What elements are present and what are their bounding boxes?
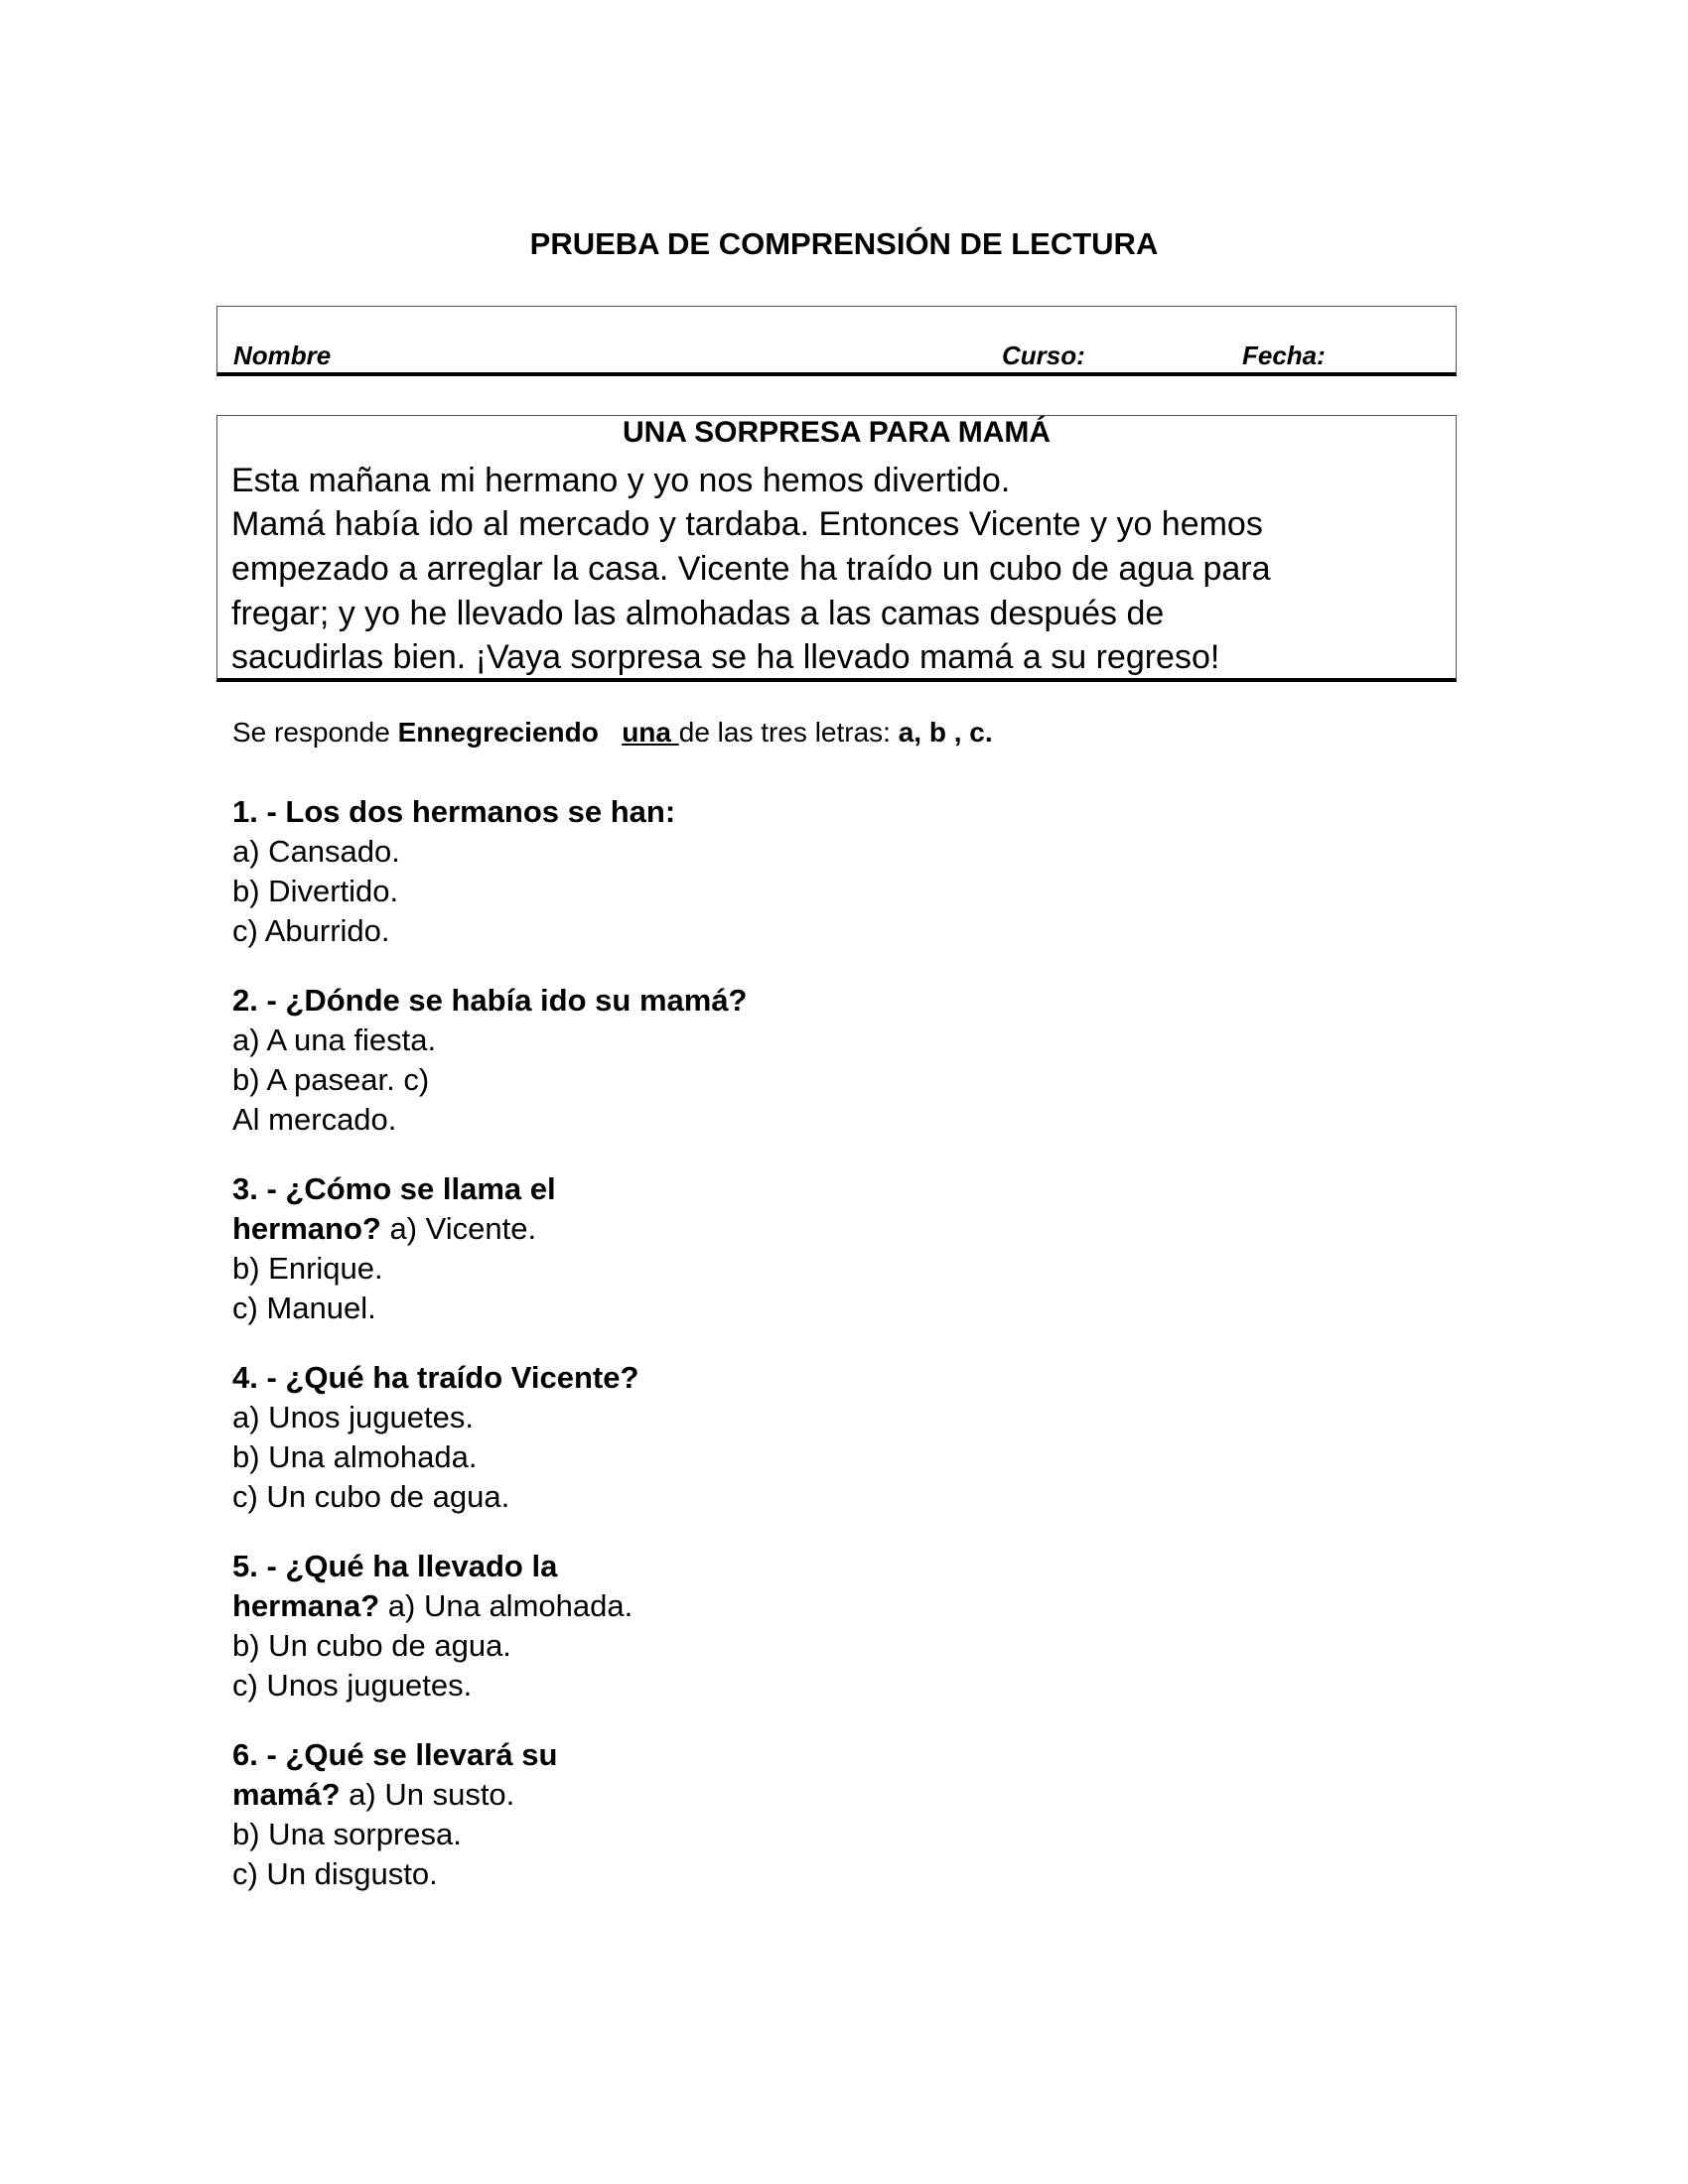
answer-option[interactable] <box>232 872 675 911</box>
option-text: Al mercado. <box>232 1102 397 1137</box>
option-text: c) Manuel. <box>232 1291 376 1325</box>
date-label: Fecha: <box>1242 341 1326 370</box>
answer-option[interactable] <box>232 1289 556 1328</box>
option-text: b) Enrique. <box>232 1251 383 1286</box>
answer-option[interactable] <box>232 1477 638 1517</box>
option-text: a) Una almohada. <box>379 1588 633 1623</box>
story-line: sacudirlas bien. ¡Vaya sorpresa se ha llevado mamá a su regreso! <box>231 638 1220 676</box>
option-text: b) Un cubo de agua. <box>232 1628 511 1663</box>
answer-option[interactable] <box>232 1586 633 1626</box>
option-text: c) Un cubo de agua. <box>232 1479 510 1514</box>
question-bold-text: 1. - Los dos hermanos se han: <box>232 794 676 829</box>
instructions-emphasis: Ennegreciendo <box>397 717 599 748</box>
question-2 <box>232 981 748 1140</box>
name-label: Nombre <box>233 341 332 370</box>
question-bold-text: 6. - ¿Qué se llevará su <box>232 1737 558 1772</box>
option-text: a) Cansado. <box>232 834 400 869</box>
answer-option[interactable] <box>232 1398 638 1437</box>
answer-option[interactable] <box>232 911 675 951</box>
story-line: Mamá había ido al mercado y tardaba. Entonces Vicente y yo hemos <box>231 505 1263 543</box>
question-text <box>232 792 675 832</box>
instructions-text: Se responde <box>232 717 398 748</box>
question-bold-text: 5. - ¿Qué ha llevado la <box>232 1549 558 1583</box>
story-title: UNA SORPRESA PARA MAMÁ <box>622 416 1052 449</box>
option-text: b) Divertido. <box>232 874 399 908</box>
question-6 <box>232 1735 557 1894</box>
story-line: empezado a arreglar la casa. Vicente ha traído un cubo de agua para <box>231 550 1271 588</box>
story-line: fregar; y yo he llevado las almohadas a las camas después de <box>231 595 1165 632</box>
question-text <box>232 981 748 1021</box>
option-text: a) Unos juguetes. <box>232 1400 474 1434</box>
option-text: b) A pasear. c) <box>232 1062 430 1097</box>
answer-option[interactable] <box>232 1060 748 1100</box>
answer-option[interactable] <box>232 1666 633 1706</box>
question-text <box>232 1169 556 1209</box>
question-text <box>232 1547 633 1586</box>
answer-option[interactable] <box>232 1437 638 1477</box>
answer-option[interactable] <box>232 1854 557 1894</box>
question-bold-text: mamá? <box>232 1777 341 1812</box>
option-text: a) A una fiesta. <box>232 1023 437 1057</box>
question-4 <box>232 1358 638 1517</box>
question-bold-text: 2. - ¿Dónde se había ido su mamá? <box>232 983 748 1018</box>
instructions <box>232 717 993 749</box>
answer-option[interactable] <box>232 1815 557 1854</box>
story-box <box>216 415 1457 682</box>
question-bold-text: 3. - ¿Cómo se llama el <box>232 1171 556 1206</box>
question-bold-text: hermana? <box>232 1588 380 1623</box>
question-5 <box>232 1547 633 1706</box>
option-text: c) Unos juguetes. <box>232 1668 473 1703</box>
option-text: c) Aburrido. <box>232 913 390 948</box>
instructions-letters: a, b , c. <box>890 717 993 748</box>
question-bold-text: 4. - ¿Qué ha traído Vicente? <box>232 1360 639 1395</box>
answer-option[interactable] <box>232 1021 748 1060</box>
answer-option[interactable] <box>232 1100 748 1140</box>
question-text <box>232 1358 638 1398</box>
option-text: b) Una almohada. <box>232 1439 478 1474</box>
option-text: a) Vicente. <box>380 1211 537 1246</box>
page-title: PRUEBA DE COMPRENSIÓN DE LECTURA <box>529 226 1159 261</box>
option-text: c) Un disgusto. <box>232 1856 438 1891</box>
question-1 <box>232 792 675 951</box>
question-text <box>232 1735 557 1775</box>
answer-option[interactable] <box>232 1775 557 1815</box>
question-bold-text: hermano? <box>232 1211 381 1246</box>
story-line: Esta mañana mi hermano y yo nos hemos divertido. <box>231 462 1011 499</box>
answer-option[interactable] <box>232 832 675 872</box>
option-text: b) Una sorpresa. <box>232 1817 462 1851</box>
course-label: Curso: <box>1002 341 1085 370</box>
answer-option[interactable] <box>232 1249 556 1289</box>
instructions-underlined: una <box>622 717 679 748</box>
student-info-box <box>216 306 1457 376</box>
instructions-text: de las tres letras: <box>678 717 891 748</box>
option-text: a) Un susto. <box>340 1777 515 1812</box>
answer-option[interactable] <box>232 1209 556 1249</box>
answer-option[interactable] <box>232 1626 633 1666</box>
question-3 <box>232 1169 556 1328</box>
